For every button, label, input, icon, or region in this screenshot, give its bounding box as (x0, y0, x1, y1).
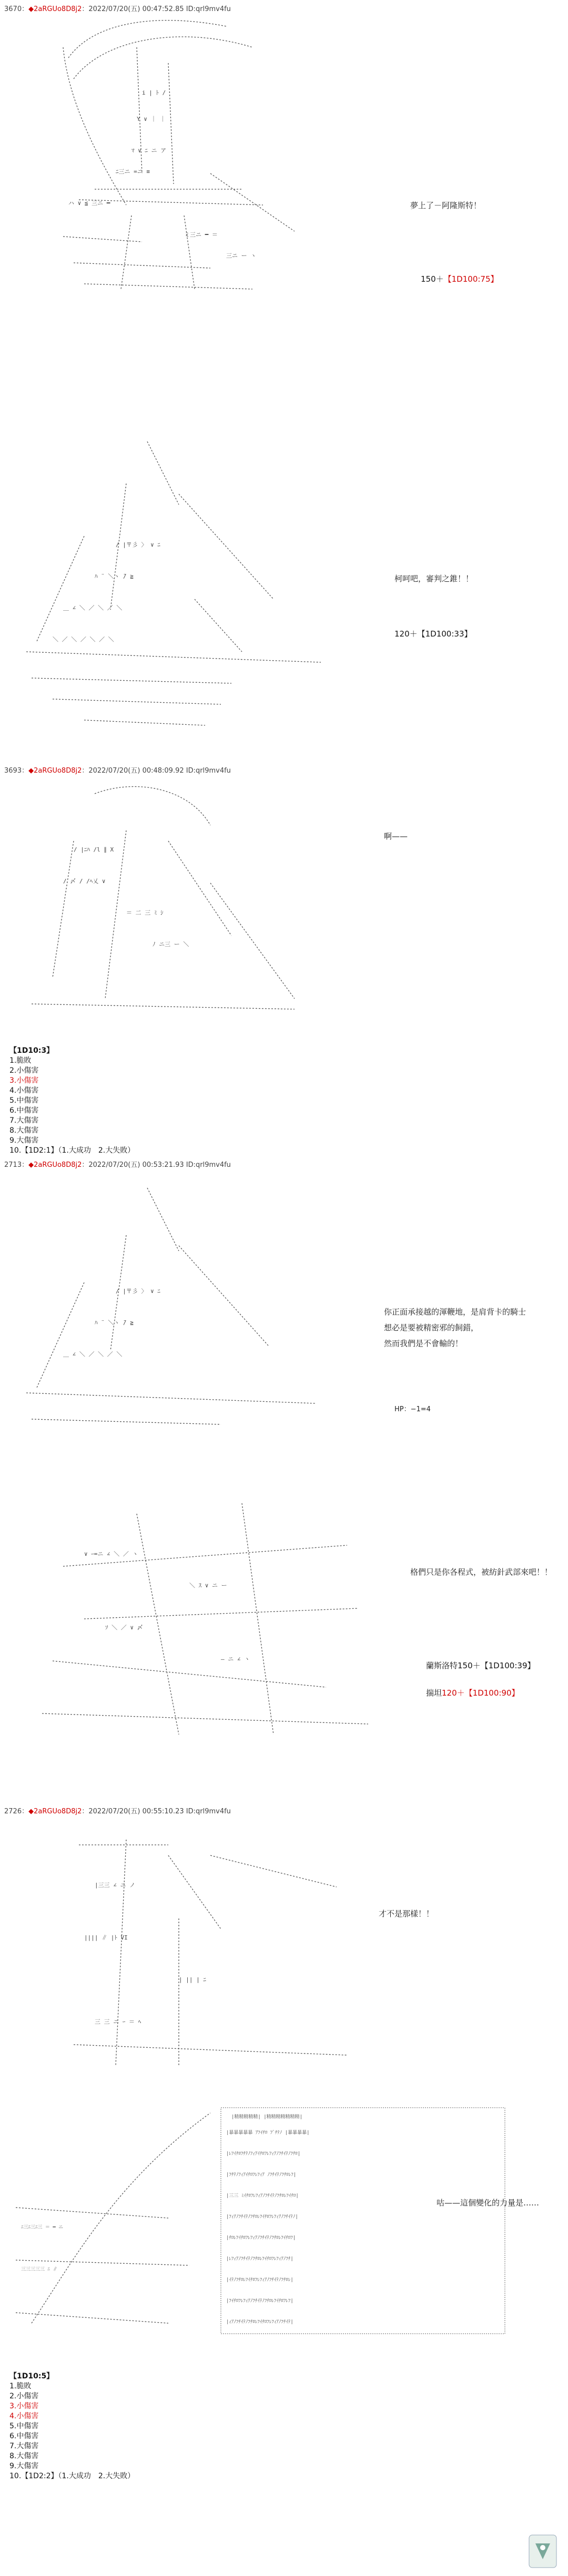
list-item: 5.中傷害 (9, 2422, 39, 2430)
svg-text:|ﾌﾁﾃﾉﾌｨｱｲﾁﾛﾌﾚﾌｨｱ ﾉﾌﾁｲﾃﾉﾌﾁﾛﾚﾌ|: |ﾌﾁﾃﾉﾌｨｱｲﾁﾛﾌﾚﾌｨｱ ﾉﾌﾁｲﾃﾉﾌﾁﾛﾚﾌ| (226, 2172, 297, 2178)
dialogue-line: 然而我們是不會輸的！ (384, 1339, 463, 1348)
svg-text:ﾊ ¨ ＼ヽ ̄/ ≧: ﾊ ¨ ＼ヽ ̄/ ≧ (95, 1319, 134, 1326)
dialogue-line: 想必是要被精密邪的飼錯， (384, 1323, 479, 1332)
svg-text:ｿ ＼ ／ ∨ 〆: ｿ ＼ ／ ∨ 〆 (105, 1624, 143, 1631)
ascii-art-knight-charge-2 (21, 1177, 337, 1440)
list-item-selected: 3.小傷害 (9, 1076, 39, 1085)
list-item: 4.小傷害 (9, 1086, 39, 1095)
svg-text:/ 〆 / /ﾍ乂 ∨: / 〆 / /ﾍ乂 ∨ (63, 878, 106, 885)
svg-text:― ニ ∠ ヽ: ― ニ ∠ ヽ (221, 1656, 250, 1662)
svg-text:ﾆ三ニ =ニ ≡: ﾆ三ニ =ニ ≡ (116, 168, 150, 175)
svg-text:|暴暴暴暴暴 ｱﾌｲﾁﾛ ﾌﾞﾁﾃﾉ |暴暴暴暴|: |暴暴暴暴暴 ｱﾌｲﾁﾛ ﾌﾞﾁﾃﾉ |暴暴暴暴| (226, 2130, 310, 2136)
poster-name: 2aRGUo8D8j2 (34, 5, 82, 13)
svg-text:＼ ／ ＼ ／ ＼ ／ ＼: ＼ ／ ＼ ／ ＼ ／ ＼ (53, 636, 114, 643)
list-item-selected: 4.小傷害 (9, 2412, 39, 2420)
list-item: 1.脆敗 (9, 2382, 32, 2390)
hp-readout: HP：−1=4 (394, 1405, 431, 1413)
list-item: 1.脆敗 (9, 1056, 32, 1065)
svg-text:ﾉ ニ三 ー ＼: ﾉ ニ三 ー ＼ (153, 941, 189, 948)
svg-text:|ﾚﾌｨｱﾉﾌﾁｲﾃﾉﾌﾁﾛﾚﾌｲﾁﾛﾌﾚﾌｨｱﾉﾌﾁ|: |ﾚﾌｨｱﾉﾌﾁｲﾃﾉﾌﾁﾛﾚﾌｲﾁﾛﾌﾚﾌｨｱﾉﾌﾁ| (226, 2256, 293, 2262)
ascii-art-knight-shield (63, 1824, 358, 2076)
svg-text:|ｨｱﾉﾌﾁｲﾃﾉﾌﾁﾛﾚﾌｲﾁﾛﾌﾚﾌｨｱﾉﾌﾁｲﾃ|: |ｨｱﾉﾌﾁｲﾃﾉﾌﾁﾛﾚﾌｲﾁﾛﾌﾚﾌｨｱﾉﾌﾁｲﾃ| (226, 2320, 293, 2325)
svg-text:|三三 ﾐｲﾁﾛﾌﾚﾌｨｱﾉﾌﾁｲﾃﾉﾌﾁﾛﾚﾌｲﾁﾛ|: |三三 ﾐｲﾁﾛﾌﾚﾌｨｱﾉﾌﾁｲﾃﾉﾌﾁﾛﾚﾌｲﾁﾛ| (226, 2193, 299, 2199)
svg-text:|ﾌｲﾁﾛﾌﾚﾌｨｱﾉﾌﾁｲﾃﾉﾌﾁﾛﾚﾌｲﾁﾛﾌﾚﾌ|: |ﾌｲﾁﾛﾌﾚﾌｨｱﾉﾌﾁｲﾃﾉﾌﾁﾛﾚﾌｲﾁﾛﾌﾚﾌ| (226, 2298, 293, 2304)
svg-text:|三三 ∠ ニ ノ: |三三 ∠ ニ ノ (95, 1882, 136, 1889)
svg-text:ﾆ三ﾆ三ﾆ三 ＝ ━ ニ: ﾆ三ﾆ三ﾆ三 ＝ ━ ニ (21, 2225, 64, 2230)
list-item: 5.中傷害 (9, 1096, 39, 1105)
post-header: 3693：◆2aRGUo8D8j2：2022/07/20(五) 00:48:09.92 ID:qrl9mv4fu (4, 767, 231, 775)
dialogue-line: 才不是那樣！！ (379, 1909, 434, 1918)
ascii-art-knight-hit (21, 778, 316, 1025)
svg-text:ﾊ ¨ ＼ヽ ̄/ ≧: ﾊ ¨ ＼ヽ ̄/ ≧ (95, 573, 134, 580)
list-item: 2.小傷害 (9, 2392, 39, 2400)
dialogue-line: 你正面承接越的渾鞭地，是肩背卡的騎士 (384, 1307, 526, 1317)
list-item: 10.【1D2:2】（1.大成功 2.大失敗） (9, 2472, 135, 2480)
dialogue-line: 咕——這個變化的力量是…… (437, 2198, 540, 2208)
list-item: 7.大傷害 (9, 1116, 39, 1125)
svg-text:三三三三三 ﾆ ∥: 三三三三三 ﾆ ∥ (21, 2267, 58, 2272)
list-item: 8.大傷害 (9, 1126, 39, 1135)
svg-text:|ﾚﾌｲﾁﾛﾌﾁﾃﾉﾌｨｱｲﾁﾛﾌﾚﾌｨｱﾉﾌﾁｲﾃﾉﾌﾁﾛ: |ﾚﾌｲﾁﾛﾌﾁﾃﾉﾌｨｱｲﾁﾛﾌﾚﾌｨｱﾉﾌﾁｲﾃﾉﾌﾁﾛ| (226, 2151, 301, 2157)
svg-text:| || | ﾆ: | || | ﾆ (179, 1976, 206, 1983)
dice-result-list (9, 2372, 135, 2481)
list-heading: 【1D10:5】 (9, 2372, 54, 2380)
post-header: 2713：◆2aRGUo8D8j2：2022/07/20(五) 00:53:21.93 ID:qrl9mv4fu (4, 1161, 231, 1169)
site-watermark-logo (527, 2533, 559, 2570)
ascii-art-clash-effect (32, 1461, 379, 1756)
svg-text:|||| ∥ |ﾄ VI: |||| ∥ |ﾄ VI (84, 1934, 128, 1941)
svg-text:ハ ∨ ≦ 三ニ ━: ハ ∨ ≦ 三ニ ━ (68, 200, 110, 207)
svg-text:＝ 二 三 ﾐ ｼ: ＝ 二 三 ﾐ ｼ (126, 909, 164, 916)
dialogue-line: 柯呵吧，審判之錐！！ (394, 574, 474, 583)
svg-text:＼ ｽ ∨ ニ ー: ＼ ｽ ∨ ニ ー (189, 1582, 227, 1589)
dice-roll: 150＋【1D100:75】 (421, 274, 499, 284)
svg-text:/ |〒彡 〉 ∨ ﾆ: / |〒彡 〉 ∨ ﾆ (116, 1288, 160, 1295)
svg-text:/ |〒彡 〉 ∨ ﾆ: / |〒彡 〉 ∨ ﾆ (116, 541, 160, 548)
list-item: 2.小傷害 (9, 1066, 39, 1075)
list-item-selected: 3.小傷害 (9, 2402, 39, 2410)
post-meta: ：2022/07/20(五) 00:47:52.85 ID:qrl9mv4fu (82, 5, 231, 13)
list-item: 7.大傷害 (9, 2442, 39, 2450)
svg-text:/ |ﾆﾊ /l ∥ X: / |ﾆﾊ /l ∥ X (74, 846, 114, 853)
dialogue-line: 格們只是你各程式，被紡針武部來吧！！ (410, 1567, 553, 1577)
list-item: 8.大傷害 (9, 2452, 39, 2460)
list-item: 9.大傷害 (9, 2462, 39, 2470)
dialogue-line: 夢上了－阿隆斯特！ (410, 201, 482, 210)
dialogue-line: 啊—— (384, 832, 408, 841)
list-item: 10.【1D2:1】（1.大成功 2.大失敗） (9, 1146, 135, 1155)
list-item: 6.中傷害 (9, 2432, 39, 2440)
list-item: 9.大傷害 (9, 1136, 39, 1145)
svg-text:|ﾌｨｱﾉﾌﾁｲﾃﾉﾌﾁﾛﾚﾌｲﾁﾛﾌﾚﾌｨｱﾉﾌﾁｲﾃﾉ|: |ﾌｨｱﾉﾌﾁｲﾃﾉﾌﾁﾛﾚﾌｲﾁﾛﾌﾚﾌｨｱﾉﾌﾁｲﾃﾉ| (226, 2214, 298, 2220)
svg-text:＿ ∠ ＼ ／ ＼ ／ ＼: ＿ ∠ ＼ ／ ＼ ／ ＼ (63, 604, 123, 611)
svg-text:ﾏ ∨ ﾆ ニ ア: ﾏ ∨ ﾆ ニ ア (131, 147, 167, 154)
svg-text:ミ三ニ ━ ＝: ミ三ニ ━ ＝ (184, 231, 218, 238)
dice-roll: 120＋【1D100:33】 (394, 629, 472, 639)
svg-text:＿ ∠ ＼ ／ ＼ ／ ＼: ＿ ∠ ＼ ／ ＼ ／ ＼ (63, 1351, 123, 1358)
svg-text:三 三 ニ ｰ ＝ ﾍ: 三 三 ニ ｰ ＝ ﾍ (95, 2018, 141, 2025)
ascii-art-transformation (11, 2102, 515, 2344)
ascii-art-knight-sword (53, 16, 337, 310)
svg-text:Y ∨ ｜ ｜: Y ∨ ｜ ｜ (137, 116, 166, 122)
list-item: 6.中傷害 (9, 1106, 39, 1115)
svg-text:三ニ ー ヽ: 三ニ ー ヽ (226, 252, 257, 259)
post-header: 3670：◆2aRGUo8D8j2：2022/07/20(五) 00:47:52.85 ID:qrl9mv4fu (4, 5, 231, 13)
trip-diamond: ◆ (28, 5, 34, 13)
svg-text:|ﾁﾛﾚﾌｲﾁﾛﾌﾚﾌｨｱﾉﾌﾁｲﾃﾉﾌﾁﾛﾚﾌｲﾁﾛﾌ|: |ﾁﾛﾚﾌｲﾁﾛﾌﾚﾌｨｱﾉﾌﾁｲﾃﾉﾌﾁﾛﾚﾌｲﾁﾛﾌ| (226, 2235, 296, 2241)
dice-roll: 揣坦120＋【1D100:90】 (426, 1688, 520, 1698)
dice-roll: 蘭斯洛特150＋【1D100:39】 (426, 1661, 535, 1670)
ascii-art-knight-charge (21, 420, 337, 736)
svg-text:|精精精精精| |精精精精精精精|: |精精精精精| |精精精精精精精| (231, 2115, 303, 2120)
post-header: 2726：◆2aRGUo8D8j2：2022/07/20(五) 00:55:10.23 ID:qrl9mv4fu (4, 1808, 231, 1815)
svg-text:i | ﾄ /: i | ﾄ / (142, 89, 166, 96)
list-heading: 【1D10:3】 (9, 1046, 54, 1055)
post-number: 3670 (4, 5, 22, 13)
dice-result-list (9, 1046, 135, 1156)
svg-text:|ｲﾃﾉﾌﾁﾛﾚﾌｲﾁﾛﾌﾚﾌｨｱﾉﾌﾁｲﾃﾉﾌﾁﾛﾚ|: |ｲﾃﾉﾌﾁﾛﾚﾌｲﾁﾛﾌﾚﾌｨｱﾉﾌﾁｲﾃﾉﾌﾁﾛﾚ| (226, 2277, 293, 2283)
svg-text:∨ ｰ=ニ ∠ ＼ ／ ヽ: ∨ ｰ=ニ ∠ ＼ ／ ヽ (84, 1551, 138, 1557)
